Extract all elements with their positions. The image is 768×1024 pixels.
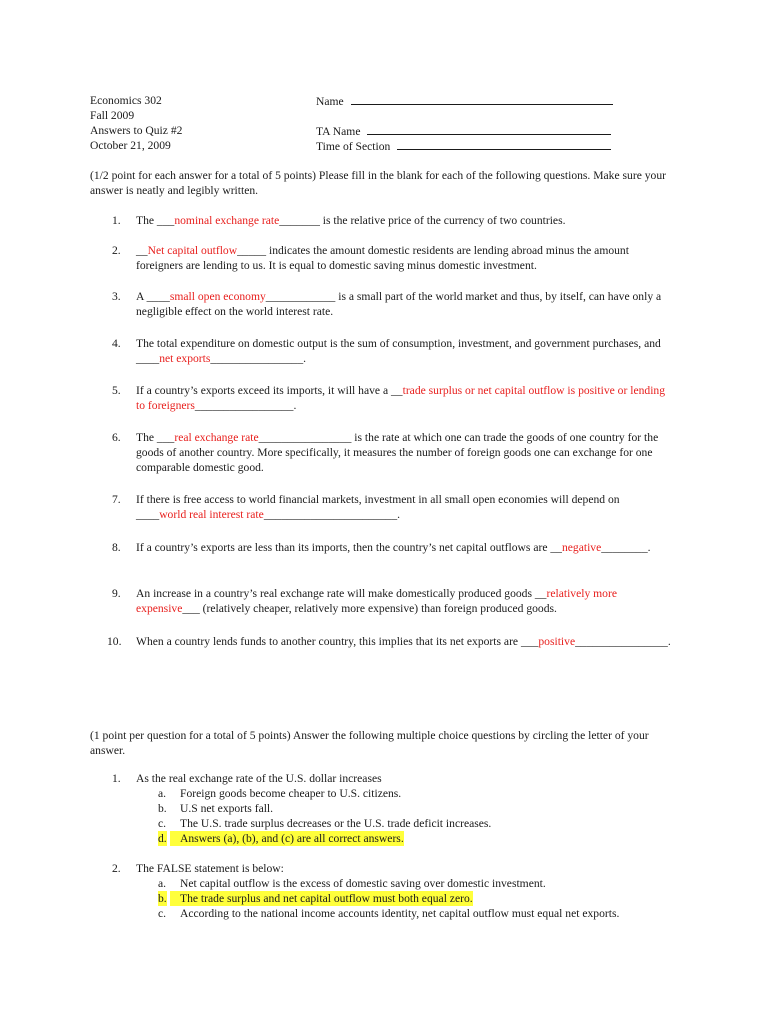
- answer-text: trade surplus or net capital outflow is positive or lending to foreigners: [136, 384, 666, 412]
- option-b: b. U.S net exports fall.: [158, 802, 274, 815]
- document-title: Answers to Quiz #2: [90, 124, 183, 137]
- question-text: As the real exchange rate of the U.S. dollar increases: [136, 772, 382, 785]
- ta-name-blank: [367, 123, 611, 135]
- answer-text: Net capital outflow: [147, 244, 238, 257]
- answer-text: small open economy: [169, 290, 266, 303]
- name-blank: [351, 93, 613, 105]
- section-time-label: Time of Section: [316, 140, 391, 153]
- fill-in-question-8: 8. If a country’s exports are less than its imports, then the country’s net capital outflows are __negative________.: [112, 541, 651, 554]
- question-text: The FALSE statement is below:: [136, 862, 284, 875]
- fill-in-question-3: 3. A ____small open economy____________ is a small part of the world market and thus, by itself, can have only a negligible effect on the world interest rate.: [112, 290, 662, 318]
- option-d-correct: d. Answers (a), (b), and (c) are all correct answers.: [158, 832, 404, 845]
- fill-in-question-5: 5. If a country’s exports exceed its imports, it will have a __trade surplus or net capital outflow is positive or lending to foreigners_________________.: [112, 384, 666, 412]
- answer-text: world real interest rate: [159, 508, 264, 521]
- option-a: a. Foreign goods become cheaper to U.S. citizens.: [158, 787, 402, 800]
- course-name: Economics 302: [90, 94, 162, 107]
- section-time-field: [316, 138, 611, 154]
- answer-text: positive: [538, 635, 576, 648]
- option-c: c. The U.S. trade surplus decreases or the U.S. trade deficit increases.: [158, 817, 492, 830]
- answer-text: real exchange rate: [174, 431, 259, 444]
- ta-name-label: TA Name: [316, 125, 361, 138]
- question-2-options: [158, 876, 678, 921]
- answer-text: net exports: [159, 352, 211, 365]
- fill-in-question-1: 1. The ___nominal exchange rate_______ is the relative price of the currency of two countries.: [112, 214, 566, 227]
- fill-in-question-6: 6. The ___real exchange rate________________ is the rate at which one can trade the goods of one country for the goods of another country. More specifically, it measures the number of foreign goods one can exchange for one comparable domestic good.: [112, 431, 659, 474]
- multiple-choice-question-1: 1. As the real exchange rate of the U.S. dollar increases: [112, 771, 672, 786]
- document-date: October 21, 2009: [90, 139, 171, 152]
- option-c: c. According to the national income accounts identity, net capital outflow must equal net exports.: [158, 907, 620, 920]
- name-field: [316, 93, 613, 109]
- multiple-choice-question-2: 2. The FALSE statement is below:: [112, 861, 672, 876]
- course-term: Fall 2009: [90, 109, 135, 122]
- fill-in-question-4: 4. The total expenditure on domestic output is the sum of consumption, investment, and government purchases, and ____net exports________________.: [112, 337, 661, 365]
- part1-instructions: (1/2 point for each answer for a total of 5 points) Please fill in the blank for each of the following questions. Make sure your answer is neatly and legibly written.: [90, 169, 666, 197]
- answer-text: nominal exchange rate: [174, 214, 280, 227]
- fill-in-question-10: 10. When a country lends funds to another country, this implies that its net exports are ___positive________________.: [107, 635, 671, 648]
- question-1-options: [158, 786, 678, 846]
- section-time-blank: [397, 138, 611, 150]
- part2-instructions: (1 point per question for a total of 5 points) Answer the following multiple choice questions by circling the letter of your answer.: [90, 729, 649, 757]
- answer-text: relatively more expensive: [136, 587, 617, 615]
- option-a: a. Net capital outflow is the excess of domestic saving over domestic investment.: [158, 877, 546, 890]
- fill-in-question-9: 9. An increase in a country’s real exchange rate will make domestically produced goods __relatively more expensive___ (relatively cheaper, relatively more expensive) than foreign produced goods.: [112, 587, 617, 615]
- option-b-correct: b. The trade surplus and net capital outflow must both equal zero.: [158, 892, 473, 905]
- ta-name-field: [316, 123, 611, 139]
- fill-in-question-2: 2. __Net capital outflow_____ indicates the amount domestic residents are lending abroad minus the amount foreigners are lending to us. It is equal to domestic saving minus domestic investment.: [112, 244, 629, 272]
- fill-in-question-7: 7. If there is free access to world financial markets, investment in all small open economies will depend on ____world real interest rate_______________________.: [112, 493, 620, 521]
- name-label: Name: [316, 95, 344, 108]
- answer-text: negative: [561, 541, 602, 554]
